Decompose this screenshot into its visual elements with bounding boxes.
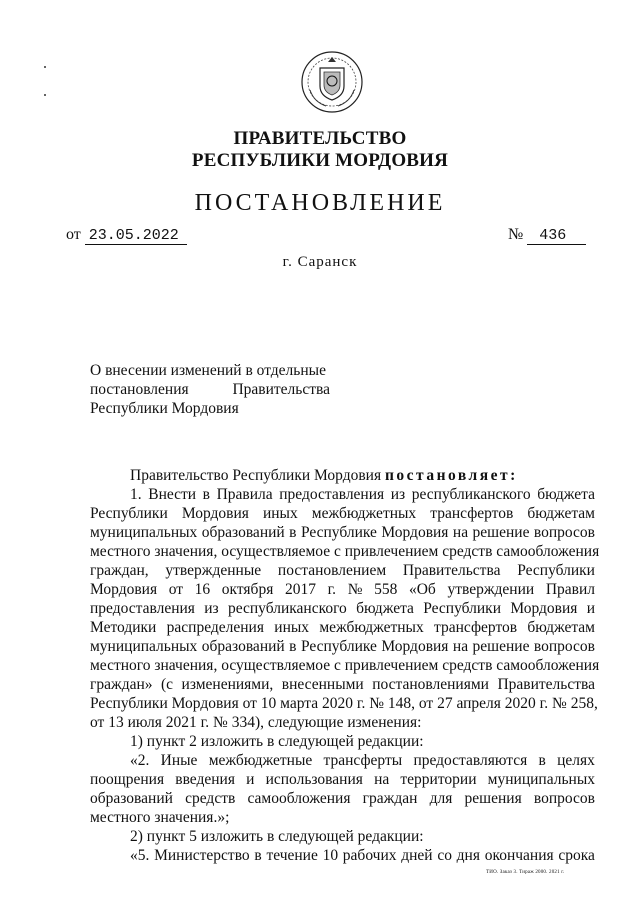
word: решения [464, 790, 522, 807]
word: предоставляются [413, 752, 528, 769]
paragraph-line: Методики распределения иных межбюджетных трансфертов бюджетам [90, 619, 595, 636]
subject-line-3: Республики Мордовия [90, 400, 239, 417]
word: введения [175, 771, 235, 788]
intro-text: Правительство Республики Мордовия [130, 467, 382, 484]
paragraph-line [90, 770, 595, 789]
word: для [429, 790, 453, 807]
word: Мордовия [90, 581, 158, 598]
word: № [347, 581, 363, 598]
word: Республики [423, 600, 501, 617]
word: Мордовия [510, 600, 578, 617]
paragraph-line [90, 675, 595, 694]
word: Правил [545, 581, 595, 598]
paragraph-line [90, 751, 595, 770]
word: иных [262, 505, 298, 522]
document-body [90, 466, 600, 865]
paragraph-line: местного значения, осуществляемое с привлечением средств самообложения [90, 657, 600, 674]
word: трансферты [323, 752, 403, 769]
word: целях [557, 752, 595, 769]
number-value: 436 [527, 227, 586, 245]
paragraph-line [90, 561, 595, 580]
word: со [437, 847, 452, 864]
item-1: 1) пункт 2 изложить в следующей редакции: [130, 733, 424, 750]
word: 558 [374, 581, 398, 598]
word: постановлением [277, 562, 387, 579]
government-line-2: РЕСПУБЛИКИ МОРДОВИЯ [191, 150, 449, 171]
word: из [204, 600, 219, 617]
word: (с [161, 676, 174, 693]
item-2: 2) пункт 5 изложить в следующей редакции: [130, 828, 424, 845]
subject-block [90, 361, 330, 418]
word: 2017 [284, 581, 316, 598]
word: муниципальных [487, 771, 595, 788]
word: трансфертов [430, 505, 514, 522]
paragraph-line [90, 789, 595, 808]
paragraph-line: Республики Мордовия от 10 марта 2020 г. № 148, от 27 апреля 2020 г. № 258, [90, 695, 598, 712]
word: дня [456, 847, 480, 864]
word: граждан, [90, 562, 149, 579]
subject-word: постановления [90, 381, 189, 398]
word: бюджета [356, 600, 414, 617]
word: дней [401, 847, 433, 864]
word: 10 [322, 847, 339, 864]
word: утвержденные [165, 562, 262, 579]
government-title [0, 128, 640, 172]
paragraph-line [90, 580, 595, 599]
print-mark: ТИО. Заказ 3. Тираж 2000. 2021 г. [486, 870, 565, 875]
word: Правительства [402, 562, 501, 579]
paragraph-line: муниципальных образований в Республике Мордовия на решение вопросов [90, 524, 595, 541]
word: предоставления [90, 600, 195, 617]
word: поощрения [90, 771, 165, 788]
word: Республики [517, 562, 595, 579]
paragraph-line: местного значения, осуществляемое с привлечением средств самообложения [90, 543, 600, 560]
paragraph-line [90, 599, 595, 618]
word: Республики [90, 505, 168, 522]
word: межбюджетных [311, 505, 417, 522]
coat-of-arms-icon [298, 50, 366, 114]
word: и [246, 771, 255, 788]
number-prefix: № [508, 226, 524, 243]
word: и [586, 600, 595, 617]
word: граждан [362, 790, 418, 807]
word: вопросов [533, 790, 595, 807]
subject-line-1: О внесении изменений в отдельные [90, 362, 326, 379]
government-line-1: ПРАВИТЕЛЬСТВО [233, 128, 407, 149]
subject-line-2 [90, 380, 330, 399]
word: постановлениями [372, 676, 489, 693]
word: самообложения [247, 790, 351, 807]
word: на [374, 771, 390, 788]
word: Мордовия [181, 505, 249, 522]
date-prefix: от [66, 226, 81, 243]
word: от [168, 581, 184, 598]
paragraph-line: 1. Внести в Правила предоставления из республиканского бюджета [130, 486, 595, 503]
word: межбюджетные [208, 752, 313, 769]
word: Министерство [154, 847, 250, 864]
margin-dot [44, 94, 46, 96]
paragraph-1 [90, 485, 600, 713]
document-type: ПОСТАНОВЛЕНИЕ [194, 190, 446, 216]
word: срока [558, 847, 595, 864]
word: территории [400, 771, 477, 788]
subject-word: Правительства [232, 381, 330, 398]
word: «Об [408, 581, 436, 598]
word: изменениями, [181, 676, 274, 693]
intro-line [90, 466, 595, 485]
word: утверждении [447, 581, 535, 598]
margin-dot [44, 66, 46, 68]
word: 16 [194, 581, 211, 598]
quote-2-end: местного значения.»; [90, 809, 230, 826]
word: окончания [484, 847, 554, 864]
word: образований [90, 790, 173, 807]
word: течение [266, 847, 318, 864]
city: г. Саранск [282, 254, 358, 270]
word: октября [221, 581, 274, 598]
paragraph-line: муниципальных образований в Республике Мордовия на решение вопросов [90, 638, 595, 655]
date-field [66, 226, 187, 245]
word: в [538, 752, 546, 769]
number-field [508, 226, 586, 245]
word: г. [327, 581, 337, 598]
word: граждан» [90, 676, 153, 693]
word: Иные [160, 752, 198, 769]
quote-2 [90, 751, 595, 808]
word: рабочих [342, 847, 397, 864]
word: Правительства [497, 676, 595, 693]
word: «5. [130, 847, 150, 864]
word: внесенными [281, 676, 364, 693]
word: «2. [130, 752, 150, 769]
intro-verb: постановляет: [384, 467, 518, 484]
word: бюджетам [527, 505, 595, 522]
paragraph-line: от 13 июля 2021 г. № 334), следующие изменения: [90, 714, 422, 731]
word: средств [185, 790, 236, 807]
word: в [254, 847, 262, 864]
date-value: 23.05.2022 [85, 227, 187, 245]
word: использования [265, 771, 363, 788]
quote-5-start [90, 846, 595, 865]
word: республиканского [227, 600, 347, 617]
paragraph-line [90, 504, 595, 523]
